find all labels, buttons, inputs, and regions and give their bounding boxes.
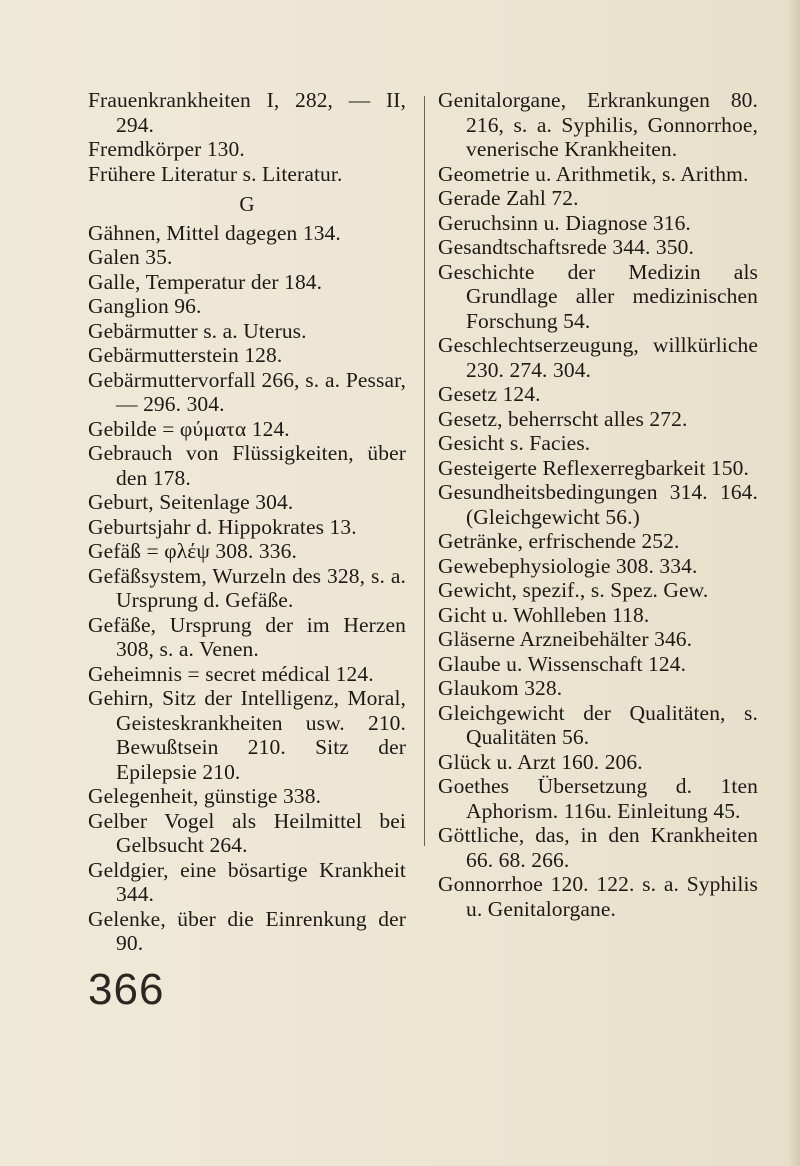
index-entry: Gebärmuttervorfall 266, s. a. Pessar, — 296. 304.	[88, 367, 406, 416]
index-entry: Gesandtschaftsrede 344. 350.	[438, 235, 694, 259]
index-entry: Gelenke, über die Einrenkung der 90.	[88, 906, 406, 955]
index-entry: Geburtsjahr d. Hippokrates 13.	[88, 514, 357, 539]
index-entry: Geruchsinn u. Diagnose 316.	[438, 210, 691, 235]
index-entry: Gefäße, Ursprung der im Herzen 308, s. a. Venen.	[88, 612, 406, 661]
index-entry: Gebrauch von Flüssigkeiten, über den 178.	[88, 441, 406, 490]
page-edge-shadow	[788, 0, 800, 1166]
index-entry: Gelber Vogel als Heilmittel bei Gelbsucht 264.	[88, 808, 406, 857]
index-entry: Gerade Zahl 72.	[438, 186, 579, 210]
index-entry: Gähnen, Mittel dagegen 134.	[88, 220, 341, 245]
index-entry: Gewebephysiologie 308. 334.	[438, 553, 698, 578]
index-entry: Gläserne Arzneibehälter 346.	[438, 627, 693, 651]
index-entry: Gebilde = φύματα 124.	[88, 416, 290, 441]
index-entry: Gebärmutterstein 128.	[88, 343, 283, 367]
index-entry: Glück u. Arzt 160. 206.	[438, 749, 643, 774]
index-entry: Gehirn, Sitz der Intelligenz, Moral, Geisteskrankheiten usw. 210. Bewußtsein 210. Sitz der Epilepsie 210.	[88, 686, 406, 784]
column-divider	[424, 96, 425, 846]
index-entry: Gesteigerte Reflexerregbarkeit 150.	[438, 455, 749, 480]
index-entry: Frauenkrankheiten I, 282, — II, 294.	[88, 88, 406, 137]
index-entry: Geometrie u. Arithmetik, s. Arithm.	[438, 161, 749, 186]
index-entry: Goethes Übersetzung d. 1ten Aphorism. 116u. Einleitung 45.	[438, 774, 758, 823]
index-entry: Gefäß = φλέψ 308. 336.	[88, 539, 297, 563]
index-entry: Gesetz 124.	[438, 382, 541, 406]
index-column-left	[88, 88, 406, 956]
index-entry: Frühere Literatur s. Literatur.	[88, 161, 343, 186]
index-entry: Geburt, Seitenlage 304.	[88, 490, 294, 514]
index-entry: Geschichte der Medizin als Grundlage aller medizinischen Forschung 54.	[438, 259, 758, 333]
index-entry: Gelegenheit, günstige 338.	[88, 784, 322, 808]
index-entry: Ganglion 96.	[88, 294, 202, 318]
index-entry: Gicht u. Wohlleben 118.	[438, 602, 650, 627]
index-entry: Gonnorrhoe 120. 122. s. a. Syphilis u. Genitalorgane.	[438, 872, 758, 921]
index-entry: Genitalorgane, Erkrankungen 80. 216, s. a. Syphilis, Gonnorrhoe, venerische Krankheiten.	[438, 88, 758, 161]
index-entry: Getränke, erfrischende 252.	[438, 529, 680, 553]
index-entry: Geldgier, eine bösartige Krankheit 344.	[88, 857, 406, 906]
index-entry: Fremdkörper 130.	[88, 137, 245, 161]
page-number: 366	[88, 965, 165, 1014]
index-column-right	[438, 88, 758, 921]
index-entry: Geschlechtserzeugung, willkürliche 230. 274. 304.	[438, 333, 758, 382]
index-entry: Gesetz, beherrscht alles 272.	[438, 406, 688, 431]
index-entry: Gefäßsystem, Wurzeln des 328, s. a. Ursprung d. Gefäße.	[88, 563, 406, 612]
index-entry: Galen 35.	[88, 245, 173, 269]
index-entry: Gewicht, spezif., s. Spez. Gew.	[438, 578, 709, 602]
index-entry: Gesicht s. Facies.	[438, 431, 591, 455]
index-entry: Glaukom 328.	[438, 676, 563, 700]
index-entry: Glaube u. Wissenschaft 124.	[438, 651, 687, 676]
index-entry: Gebärmutter s. a. Uterus.	[88, 318, 307, 343]
index-entry: Gleichgewicht der Qualitäten, s. Qualitäten 56.	[438, 700, 758, 749]
section-letter: G	[239, 192, 255, 216]
index-entry: Geheimnis = secret médical 124.	[88, 661, 374, 686]
index-entry: Galle, Temperatur der 184.	[88, 269, 323, 294]
index-entry: Gesundheitsbedingungen 314. 164. (Gleichgewicht 56.)	[438, 480, 758, 529]
index-entry: Göttliche, das, in den Krankheiten 66. 68. 266.	[438, 823, 758, 872]
